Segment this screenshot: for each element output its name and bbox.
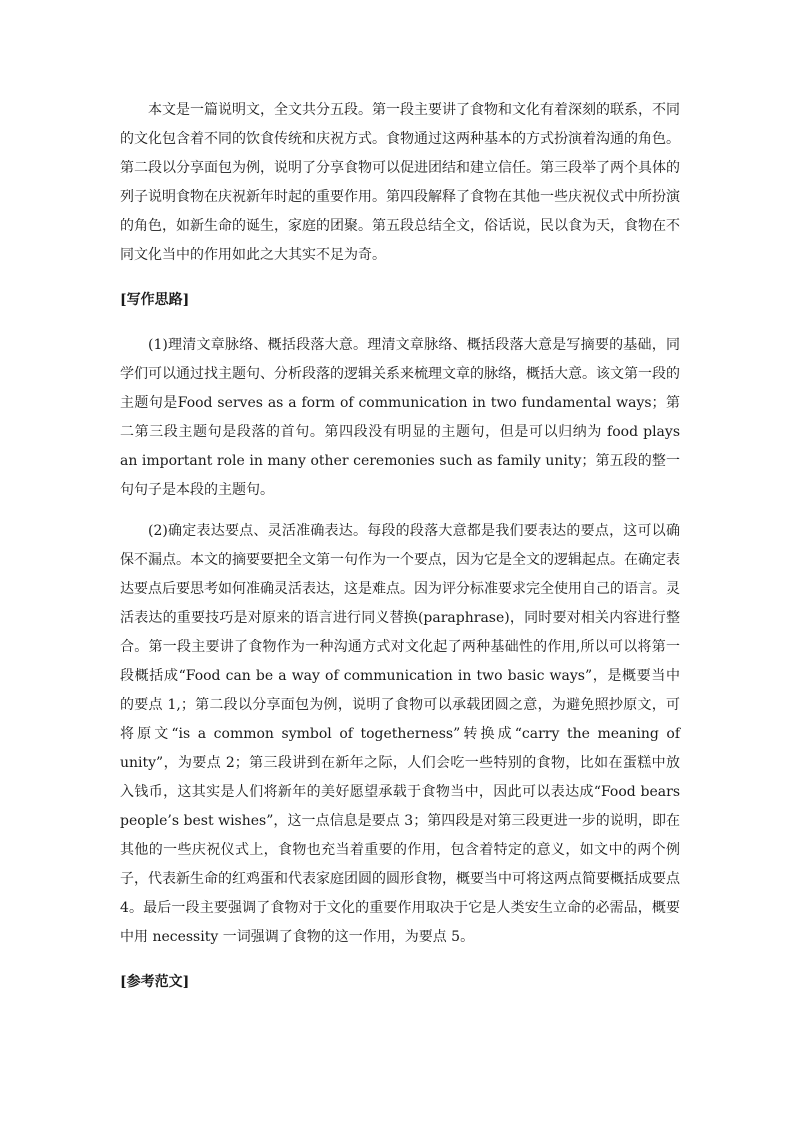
point-2-paragraph: (2)确定表达要点、灵活准确表达。每段的段落大意都是我们要表达的要点，这可以确保不漏点。本文的摘要要把全文第一句作为一个要点，因为它是全文的逻辑起点。在确定表达要点后要思考如何准确灵活表达，这是难点。因为评分标准要求完全使用自己的语言。灵活表达的重要技巧是对原来的语言进行同义替换(paraphrase)，同时要对相关内容进行整合。第一段主要讲了食物作为一种沟通方式对文化起了两种基础性的作用,所以可以将第一段概括成“Food can be a way of communication in two basic ways”，是概要当中的要点 1,；第二段以分享面包为例，说明了食物可以承载团圆之意，为避免照抄原文，可将原文“is a common symbol of togetherness”转换成“carry the meaning of unity”，为要点 2；第三段讲到在新年之际，人们会吃一些特别的食物，比如在蛋糕中放入钱币，这其实是人们将新年的美好愿望承载于食物当中，因此可以表达成“Food bears people’s best wishes”，这一点信息是要点 3；第四段是对第三段更进一步的说明，即在其他的一些庆祝仪式上，食物也充当着重要的作用，包含着特定的意义，如文中的两个例子，代表新生命的红鸡蛋和代表家庭团圆的圆形食物，概要当中可将这两点简要概括成要点 4。最后一段主要强调了食物对于文化的重要作用取决于它是人类安生立命的必需品，概要中用 necessity 一词强调了食物的这一作用，为要点 5。 (120, 523, 680, 945)
spacer (120, 952, 680, 968)
intro-paragraph: 本文是一篇说明文，全文共分五段。第一段主要讲了食物和文化有着深刻的联系，不同的文化包含着不同的饮食传统和庆祝方式。食物通过这两种基本的方式扮演着沟通的角色。第二段以分享面包为例，说明了分享食物可以促进团结和建立信任。第三段举了两个具体的列子说明食物在庆祝新年时起的重要作用。第四段解释了食物在其他一些庆祝仪式中所扮演的角色，如新生命的诞生，家庭的团聚。第五段总结全文，俗话说，民以食为天，食物在不同文化当中的作用如此之大其实不足为奇。 (120, 102, 680, 263)
point-1-paragraph: (1)理清文章脉络、概括段落大意。理清文章脉络、概括段落大意是写摘要的基础，同学们可以通过找主题句、分析段落的逻辑关系来梳理文章的脉络，概括大意。该文第一段的主题句是Food serves as a form of communication in two fundamental ways；第二第三段主题句是段落的首句。第四段没有明显的主题句，但是可以归纳为 food plays an important role in many other ceremonies such as family unity；第五段的整一句句子是本段的主题句。 (120, 337, 680, 498)
spacer (120, 505, 680, 517)
spacer (120, 315, 680, 331)
reference-essay-heading: [参考范文] (120, 974, 190, 990)
document-page (120, 96, 680, 997)
writing-approach-heading: [写作思路] (120, 292, 190, 308)
spacer (120, 270, 680, 286)
